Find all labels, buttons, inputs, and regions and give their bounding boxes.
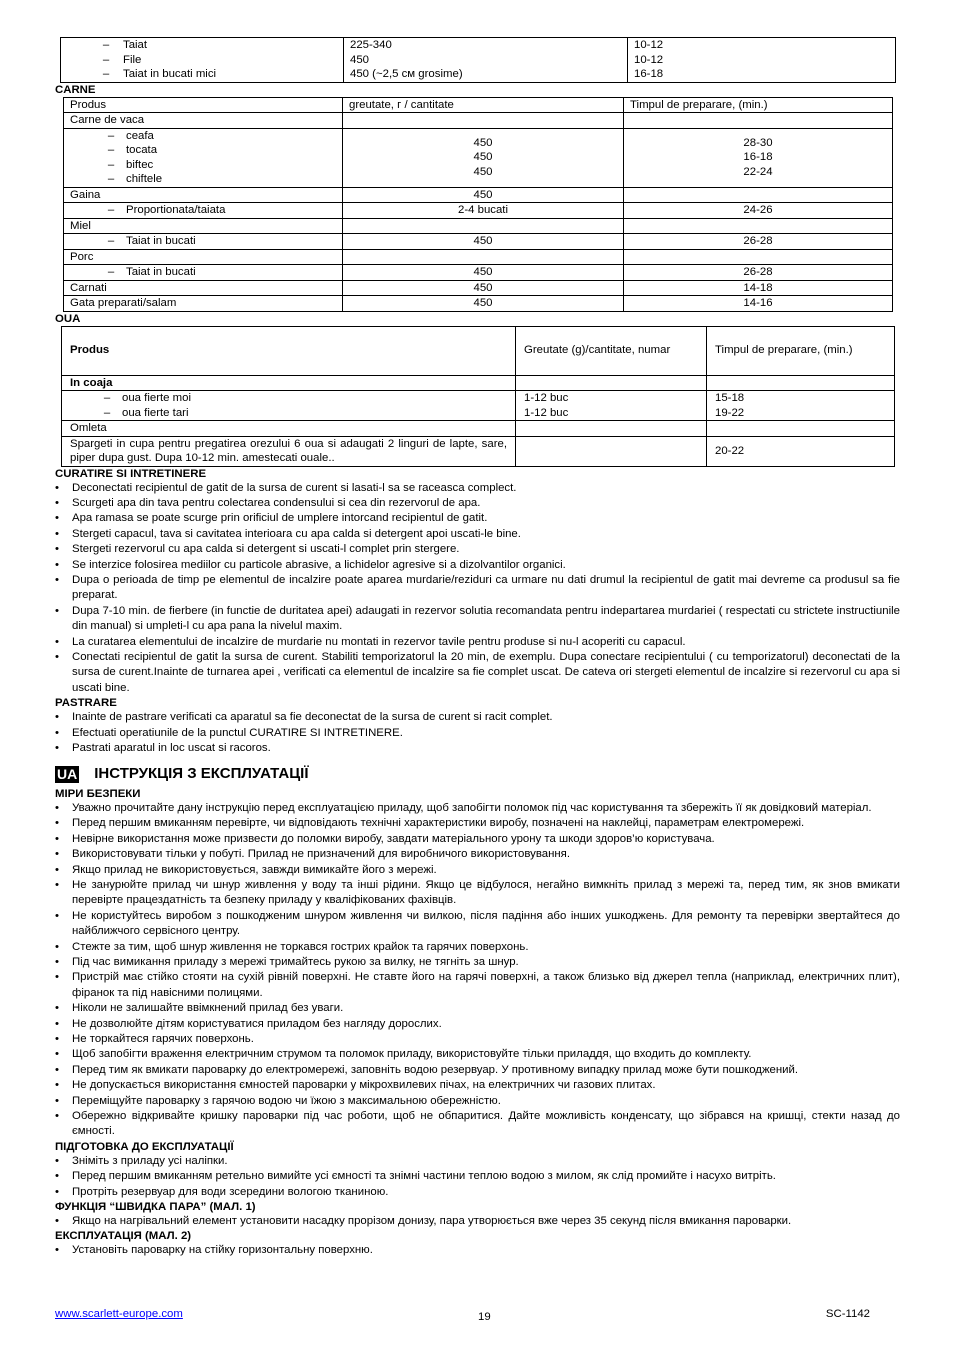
- list-item: • Перед тим як вмикати пароварку до електромережі, заповніть водою резервуар. У противному випадку прилад може бути пошкоджений.: [72, 1063, 900, 1078]
- column-header: Greutate (g)/cantitate, numar: [516, 326, 707, 375]
- ua-steam-title: ФУНКЦІЯ “ШВИДКА ПАРА” (МАЛ. 1): [55, 1201, 256, 1214]
- meat-time: 16-18: [743, 151, 773, 164]
- fish-time: 10-12: [634, 53, 664, 66]
- list-item: • Невірне використання може призвести до поломки виробу, завдати матеріального урону та шкоди здоров’ю користувача.: [72, 832, 900, 847]
- meat-time: [624, 187, 893, 203]
- meat-weight: 450: [343, 296, 624, 312]
- table-row: – Taiat in bucati 450 26-28: [64, 234, 893, 250]
- table-row: – oua fierte moi – oua fierte tari 1-12 buc 1-12 buc 15-18 19-22: [62, 391, 895, 421]
- egg-weight: 1-12 buc: [524, 392, 569, 404]
- meat-item: chiftele: [126, 173, 163, 185]
- list-item: • Не торкайтеся гарячих поверхонь.: [72, 1032, 900, 1047]
- table-row: [62, 421, 895, 437]
- list-item: • Stergeti capacul, tava si cavitatea interioara cu apa calda si detergent apoi uscati-le bine.: [72, 527, 900, 542]
- meat-item: Gaina: [70, 188, 101, 201]
- fish-weight: 450: [350, 53, 370, 66]
- table-row: [64, 218, 893, 234]
- column-header: Produs: [62, 326, 516, 375]
- meat-item: biftec: [126, 158, 154, 171]
- meat-item: Miel: [70, 219, 91, 232]
- list-item: • Deconectati recipientul de gatit de la sursa de curent si lasati-l sa se raceasca complect.: [72, 481, 900, 496]
- meat-weight: 450: [343, 234, 624, 250]
- list-item: • Efectuati operatiunile de la punctul CURATIRE SI INTRETINERE.: [72, 726, 900, 741]
- meat-time: 24-26: [624, 203, 893, 219]
- meat-section-title: CARNE: [55, 83, 96, 96]
- meat-weight: 450: [473, 165, 493, 178]
- egg-item: oua fierte tari: [122, 406, 189, 419]
- ua-language-badge: UA: [57, 765, 78, 782]
- meat-item: Proportionata/taiata: [126, 204, 226, 216]
- table-row: [64, 296, 893, 312]
- fish-time: 16-18: [634, 68, 664, 80]
- fish-item: File: [123, 53, 142, 66]
- meat-item: Porc: [70, 250, 94, 263]
- meat-weight: 450: [343, 265, 624, 281]
- meat-group-label: Carne de vaca: [64, 113, 343, 129]
- meat-time: 26-28: [624, 265, 893, 281]
- fish-weight: 450 (~2,5 см grosime): [350, 68, 463, 80]
- meat-weight: 450: [343, 187, 624, 203]
- meat-weight: 450: [343, 280, 624, 296]
- table-row: – ceafa – tocata – biftec – chiftele 450 450 450 28-30 16-18 22-24: [64, 128, 893, 187]
- meat-item: Carnati: [70, 281, 107, 294]
- list-item: • Dupa 7-10 min. de fierbere (in functie de duritatea apei) adaugati in rezervor solutia recomandata pentru indepartarea murdariei ( respectati cu strictete instructiunile din manual) si umpleti-l cu apa pana la nivelul maxim.: [72, 604, 900, 635]
- meat-item: Taiat in bucati: [126, 235, 196, 247]
- egg-item: oua fierte moi: [122, 392, 192, 404]
- meat-item: Taiat in bucati: [126, 266, 196, 278]
- ua-operation-list: [55, 1243, 900, 1258]
- list-item: • Не допускається використання ємностей пароварки у мікрохвилевих пічах, на електричних чи газових плитах.: [72, 1078, 900, 1093]
- list-item: • Apa ramasa se poate scurge prin orificiul de umplere intorcand recipientul de gatit.: [72, 511, 900, 526]
- list-item: • Використовувати тільки у побуті. Прилад не призначений для виробничого використовування.: [72, 847, 900, 862]
- egg-time: 19-22: [715, 406, 745, 419]
- list-item: • Не користуйтесь виробом з пошкодженим шнуром живлення чи вилкою, після падіння або інших ушкоджень. Для ремонту та перевірки звертайтеся до найближчого сервісного центру.: [72, 909, 900, 940]
- table-row: [64, 113, 893, 129]
- list-item: • Протріть резервуар для води зсередини вологою тканиною.: [72, 1185, 900, 1200]
- meat-time: [624, 249, 893, 265]
- eggs-section-title: OUA: [55, 312, 81, 325]
- table-row: – Taiat – File – Taiat in bucati mici 225-340 450 450 (~2,5 см grosime) 10-12 10-12 16-18: [61, 38, 896, 83]
- eggs-group-label: Omleta: [62, 421, 516, 437]
- column-header: Produs: [64, 97, 343, 113]
- table-row: [62, 375, 895, 391]
- meat-item: ceafa: [126, 129, 154, 142]
- meat-time: [624, 218, 893, 234]
- meat-time: 26-28: [624, 234, 893, 250]
- table-row: [64, 249, 893, 265]
- list-item: • Не занурюйте прилад чи шнур живлення у воду та інші рідини. Якщо це відбулося, негайно вимкніть прилад з мережі та, перед тим, як знов вмикати перевірте працездатність та безпеку приладу у кваліфікованих фахівців.: [72, 878, 900, 909]
- list-item: • Переміщуйте пароварку з гарячою водою чи їжою з максимальною обережністю.: [72, 1094, 900, 1109]
- meat-item: tocata: [126, 144, 158, 156]
- table-row: [64, 280, 893, 296]
- list-item: • Установіть пароварку на стійку горизонтальну поверхню.: [72, 1243, 900, 1258]
- meat-item: Gata preparati/salam: [70, 297, 177, 309]
- storage-list: [55, 710, 900, 756]
- table-row: – Taiat in bucati 450 26-28: [64, 265, 893, 281]
- egg-weight: 1-12 buc: [524, 406, 569, 419]
- list-item: • Пристрій має стійко стояти на сухій рівній поверхні. Не ставте його на гарячі поверхні, а також близько від джерел тепла (наприклад, електричних плит), фіранок та під навісними полицями.: [72, 970, 900, 1001]
- meat-weight: [343, 218, 624, 234]
- fish-weight: 225-340: [350, 39, 392, 51]
- list-item: • Уважно прочитайте дану інструкцію перед експлуатацією приладу, щоб запобігти поломок під час користування та збережіть її як довідковий матеріал.: [72, 801, 900, 816]
- list-item: • Inainte de pastrare verificati ca aparatul sa fie deconectat de la sursa de curent si racit complet.: [72, 710, 900, 725]
- meat-weight: [343, 249, 624, 265]
- ua-title-text: ІНСТРУКЦІЯ З ЕКСПЛУАТАЦІЇ: [94, 765, 309, 783]
- meat-weight: 2-4 bucati: [343, 203, 624, 219]
- omelette-time: 20-22: [707, 436, 895, 466]
- ua-prep-title: ПІДГОТОВКА ДО ЕКСПЛУАТАЦІЇ: [55, 1140, 234, 1153]
- list-item: • Dupa o perioada de timp pe elementul de incalzire poate aparea murdarie/reziduri ca urmare nu dati drumul la recipientul de gatit mai devreme ca produsul sa fie preparat.: [72, 573, 900, 604]
- meat-table: [63, 97, 893, 312]
- list-item: • Якщо прилад не використовується, завжди вимикайте його з мережі.: [72, 863, 900, 878]
- table-row: [64, 97, 893, 113]
- column-header: Timpul de preparare, (min.): [707, 326, 895, 375]
- cleaning-list: [55, 481, 900, 697]
- website-link[interactable]: www.scarlett-europe.com: [55, 1308, 183, 1320]
- list-item: • La curatarea elementului de incalzire de murdarie nu montati in rezervor tavile pentru produse si nu-l acoperiti cu capacul.: [72, 635, 900, 650]
- table-row: – Proportionata/taiata 2-4 bucati 24-26: [64, 203, 893, 219]
- omelette-description: Spargeti in cupa pentru pregatirea orezului 6 oua si adaugati 2 linguri de lapte, sare, piper dupa gust. Dupa 10-12 min. amestecati ouale..: [62, 436, 516, 466]
- list-item: • Зніміть з приладу усі наліпки.: [72, 1154, 900, 1169]
- list-item: • Обережно відкривайте кришку пароварки під час роботи, щоб не обпаритися. Дайте можливість конденсату, що зібрався на кришці, стекти назад до ємності.: [72, 1109, 900, 1140]
- ua-safety-title: МІРИ БЕЗПЕКИ: [55, 787, 141, 800]
- egg-time: 15-18: [715, 392, 745, 404]
- meat-time: 14-16: [624, 296, 893, 312]
- eggs-table: [61, 326, 895, 467]
- ua-prep-list: [55, 1154, 900, 1200]
- ua-section-title: [55, 764, 900, 784]
- fish-table: [60, 37, 896, 83]
- column-header: greutate, г / cantitate: [343, 97, 624, 113]
- table-row: [62, 326, 895, 375]
- meat-weight: 450: [473, 151, 493, 164]
- fish-item: Taiat: [123, 39, 148, 51]
- model-number: SC-1142: [825, 1308, 870, 1320]
- ua-steam-list: [55, 1214, 900, 1229]
- list-item: • Stergeti rezervorul cu apa calda si detergent si uscati-l complet prin stergere.: [72, 542, 900, 557]
- column-header: Timpul de preparare, (min.): [624, 97, 893, 113]
- list-item: • Не дозволюйте дітям користуватися приладом без нагляду дорослих.: [72, 1017, 900, 1032]
- list-item: • Перед першим вмиканням перевірте, чи відповідають технічні характеристики виробу, позначені на наклейці, параметрам електромережі.: [72, 816, 900, 831]
- table-row: [62, 436, 895, 466]
- page: [55, 37, 900, 1259]
- meat-time: 22-24: [743, 165, 773, 178]
- ua-operation-title: ЕКСПЛУАТАЦІЯ (МАЛ. 2): [55, 1230, 192, 1243]
- list-item: • Pastrati aparatul in loc uscat si racoros.: [72, 741, 900, 756]
- list-item: • Ніколи не залишайте ввімкнений прилад без уваги.: [72, 1001, 900, 1016]
- meat-time: 14-18: [624, 280, 893, 296]
- list-item: • Стежте за тим, щоб шнур живлення не торкався гострих крайок та гарячих поверхонь.: [72, 940, 900, 955]
- list-item: • Conectati recipientul de gatit la sursa de curent. Stabiliti temporizatorul la 20 min, de exemplu. Dupa conectare recipientului ( cu temporizatorul) deconectati de la sursa de curent.Inainte de turnarea apei , verificati ca elementul de incalzire sa fie complet uscat. De cateva ori stergeti elementul de incalzire si rezervorul cu apa si uscati bine.: [72, 650, 900, 696]
- fish-item: Taiat in bucati mici: [123, 68, 217, 80]
- cleaning-title: CURATIRE SI INTRETINERE: [55, 467, 207, 480]
- list-item: • Якщо на нагрівальний елемент установити насадку прорізом донизу, пара утворюється вже через 35 секунд після вмикання пароварки.: [72, 1214, 900, 1229]
- list-item: • Перед першим вмиканням ретельно вимийте усі ємності та знімні частини теплою водою з милом, як слід промийте і насухо витріть.: [72, 1169, 900, 1184]
- fish-time: 10-12: [634, 39, 664, 51]
- storage-title: PASTRARE: [55, 697, 117, 710]
- list-item: • Щоб запобігти враження електричним струмом та поломок приладу, використовуйте тільки приладдя, що входить до комплекту.: [72, 1047, 900, 1062]
- eggs-group-label: In coaja: [62, 375, 516, 391]
- ua-safety-list: [55, 801, 900, 1140]
- list-item: • Se interzice folosirea mediilor cu particole abrasive, a lichidelor agresive si a dizolvantilor organici.: [72, 558, 900, 573]
- meat-weight: 450: [473, 136, 493, 149]
- page-footer: [55, 1307, 900, 1327]
- list-item: • Під час вимикання приладу з мережі тримайтесь рукою за вилку, не тягніть за шнур.: [72, 955, 900, 970]
- meat-time: 28-30: [743, 136, 773, 149]
- list-item: • Scurgeti apa din tava pentru colectarea condensului si cea din rezervorul de apa.: [72, 496, 900, 511]
- page-number: 19: [478, 1311, 491, 1323]
- table-row: [64, 187, 893, 203]
